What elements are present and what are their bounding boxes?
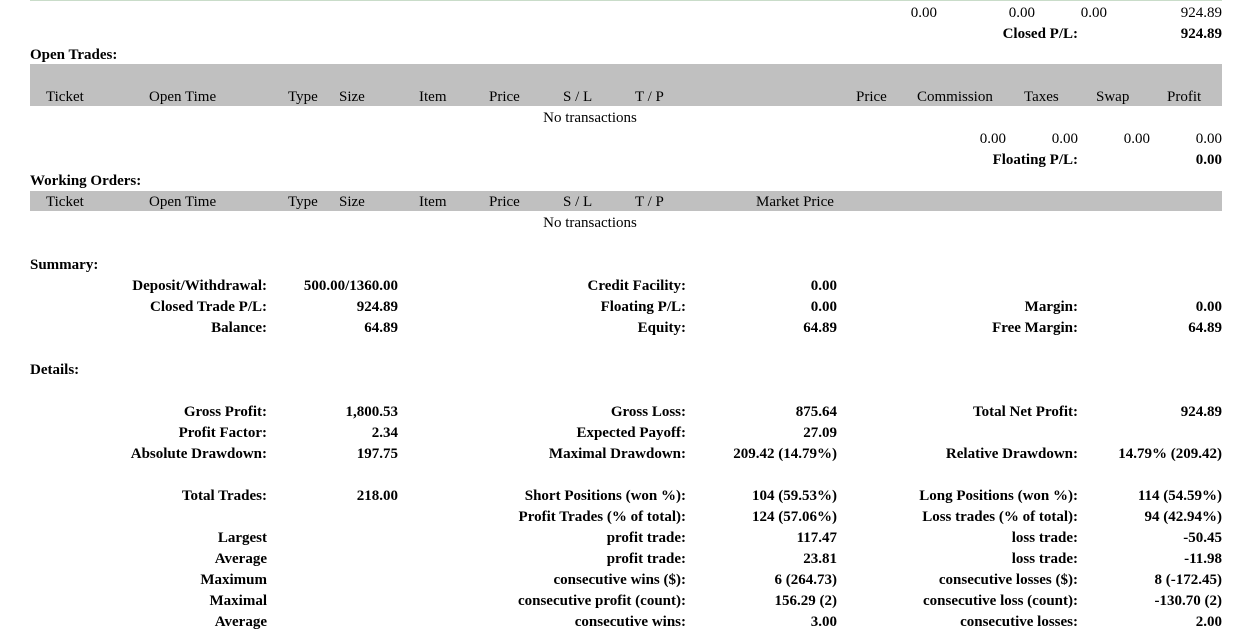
details-label: Relative Drawdown: — [945, 446, 1078, 462]
stats-label: consecutive losses: — [960, 614, 1078, 630]
stats-value: 8 (-172.45) — [1154, 572, 1222, 588]
closed-profit-total: 924.89 — [1180, 5, 1222, 21]
col-sl: S / L — [563, 89, 593, 105]
stats-value: -11.98 — [1184, 551, 1222, 567]
stats-label: consecutive wins ($): — [553, 572, 686, 588]
summary-label: Deposit/Withdrawal: — [132, 278, 267, 294]
details-value: 209.42 (14.79%) — [733, 446, 837, 462]
wo-col-sl: S / L — [563, 194, 593, 210]
summary-title: Summary: — [30, 257, 99, 273]
stats-label: loss trade: — [1011, 530, 1078, 546]
details-label: Expected Payoff: — [576, 425, 686, 441]
col-tp: T / P — [635, 89, 664, 105]
stats-label: Profit Trades (% of total): — [518, 509, 686, 525]
stats-label: consecutive losses ($): — [938, 572, 1078, 588]
stats-label: Maximal — [209, 593, 267, 609]
stats-value: 218.00 — [356, 488, 398, 504]
summary-label: Equity: — [637, 320, 686, 336]
stats-label: profit trade: — [606, 530, 686, 546]
details-value: 14.79% (209.42) — [1118, 446, 1222, 462]
details-label: Gross Loss: — [610, 404, 686, 420]
details-value: 197.75 — [356, 446, 398, 462]
closed-commission-total: 0.00 — [910, 5, 937, 21]
closed-pl-value: 924.89 — [1180, 26, 1222, 42]
stats-value: 114 (54.59%) — [1137, 488, 1222, 504]
wo-col-type: Type — [288, 194, 318, 210]
summary-value: 0.00 — [1195, 299, 1222, 315]
stats-value: -130.70 (2) — [1154, 593, 1222, 609]
closed-swap-total: 0.00 — [1080, 5, 1107, 21]
stats-label: loss trade: — [1011, 551, 1078, 567]
stats-value: 23.81 — [803, 551, 837, 567]
details-title: Details: — [30, 362, 80, 378]
col-swap: Swap — [1096, 89, 1130, 105]
stats-label: Average — [214, 551, 267, 567]
closed-pl-label: Closed P/L: — [1002, 26, 1078, 42]
stats-label: consecutive profit (count): — [517, 593, 686, 609]
open-taxes-total: 0.00 — [1051, 131, 1078, 147]
stats-value: 156.29 (2) — [774, 593, 837, 609]
summary-label: Free Margin: — [992, 320, 1078, 336]
summary-label: Floating P/L: — [600, 299, 686, 315]
stats-label: profit trade: — [606, 551, 686, 567]
col-price-current: Price — [856, 89, 887, 105]
details-value: 27.09 — [803, 425, 837, 441]
summary-label: Margin: — [1024, 299, 1078, 315]
col-profit: Profit — [1167, 89, 1202, 105]
col-open-time: Open Time — [149, 89, 217, 105]
col-item: Item — [419, 89, 447, 105]
stats-value: 3.00 — [810, 614, 837, 630]
stats-label: Long Positions (won %): — [919, 488, 1078, 504]
summary-label: Closed Trade P/L: — [150, 299, 267, 315]
col-size: Size — [339, 89, 365, 105]
floating-pl-value: 0.00 — [1195, 152, 1222, 168]
stats-label: consecutive loss (count): — [923, 593, 1078, 609]
col-ticket: Ticket — [46, 89, 84, 105]
wo-col-item: Item — [419, 194, 447, 210]
stats-value: 104 (59.53%) — [752, 488, 837, 504]
details-label: Profit Factor: — [178, 425, 267, 441]
details-label: Maximal Drawdown: — [548, 446, 686, 462]
wo-col-ticket: Ticket — [46, 194, 84, 210]
details-label: Gross Profit: — [183, 404, 267, 420]
details-value: 924.89 — [1180, 404, 1222, 420]
summary-value: 64.89 — [803, 320, 837, 336]
open-commission-total: 0.00 — [979, 131, 1006, 147]
wo-col-market-price: Market Price — [756, 194, 834, 210]
details-value: 875.64 — [795, 404, 837, 420]
col-type: Type — [288, 89, 318, 105]
open-trades-title: Open Trades: — [30, 47, 118, 63]
wo-col-tp: T / P — [635, 194, 664, 210]
details-label: Absolute Drawdown: — [130, 446, 267, 462]
stats-value: 6 (264.73) — [774, 572, 837, 588]
details-value: 1,800.53 — [345, 404, 398, 420]
floating-pl-label: Floating P/L: — [992, 152, 1078, 168]
stats-value: 124 (57.06%) — [752, 509, 837, 525]
summary-value: 924.89 — [356, 299, 398, 315]
details-label: Total Net Profit: — [973, 404, 1078, 420]
details-value: 2.34 — [371, 425, 398, 441]
summary-value: 0.00 — [810, 278, 837, 294]
col-price: Price — [489, 89, 520, 105]
stats-label: Short Positions (won %): — [524, 488, 686, 504]
stats-label: Largest — [217, 530, 267, 546]
working-orders-empty-message: No transactions — [543, 215, 637, 231]
stats-label: Average — [214, 614, 267, 630]
stats-value: 2.00 — [1195, 614, 1222, 630]
stats-label: Total Trades: — [181, 488, 267, 504]
summary-label: Credit Facility: — [587, 278, 686, 294]
open-profit-total: 0.00 — [1195, 131, 1222, 147]
wo-col-size: Size — [339, 194, 365, 210]
stats-value: 94 (42.94%) — [1144, 509, 1222, 525]
summary-value: 500.00/1360.00 — [303, 278, 398, 294]
stats-value: 117.47 — [796, 530, 837, 546]
open-trades-empty-message: No transactions — [543, 110, 637, 126]
col-commission: Commission — [917, 89, 993, 105]
stats-label: Maximum — [200, 572, 267, 588]
working-orders-title: Working Orders: — [30, 173, 142, 189]
wo-col-price: Price — [489, 194, 520, 210]
col-taxes: Taxes — [1024, 89, 1059, 105]
stats-label: Loss trades (% of total): — [922, 509, 1078, 525]
open-swap-total: 0.00 — [1123, 131, 1150, 147]
stats-value: -50.45 — [1183, 530, 1222, 546]
wo-col-open-time: Open Time — [149, 194, 217, 210]
closed-taxes-total: 0.00 — [1008, 5, 1035, 21]
stats-label: consecutive wins: — [574, 614, 686, 630]
top-divider — [30, 0, 1222, 1]
summary-label: Balance: — [211, 320, 267, 336]
summary-value: 64.89 — [364, 320, 398, 336]
summary-value: 64.89 — [1188, 320, 1222, 336]
summary-value: 0.00 — [810, 299, 837, 315]
